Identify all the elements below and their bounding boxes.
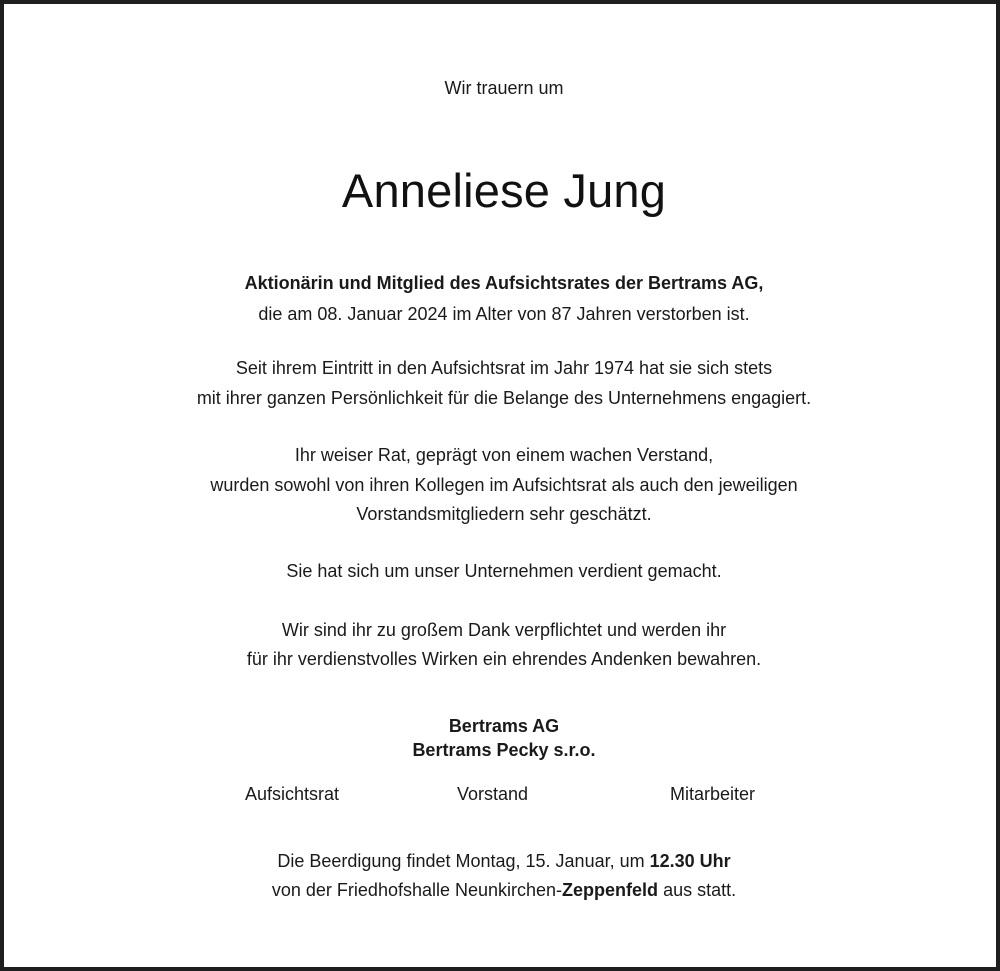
paragraph-1-line-1: Seit ihrem Eintritt in den Aufsichtsrat im Jahr 1974 hat sie sich stets xyxy=(235,358,773,378)
company-name-1: Bertrams AG xyxy=(448,716,560,736)
signatory-employees: Mitarbeiter xyxy=(670,784,756,804)
paragraph-4-line-1: Wir sind ihr zu großem Dank verpflichtet und werden ihr xyxy=(281,620,727,640)
funeral-line-1 xyxy=(4,850,1000,872)
funeral-line-2 xyxy=(4,879,1000,901)
paragraph-3: Sie hat sich um unser Unternehmen verdient gemacht. xyxy=(286,561,722,581)
funeral-location-place: Zeppenfeld xyxy=(562,880,659,900)
signatory-supervisory-board: Aufsichtsrat xyxy=(245,784,340,804)
company-name-2: Bertrams Pecky s.r.o. xyxy=(412,740,596,760)
paragraph-4-line-2: für ihr verdienstvolles Wirken ein ehrendes Andenken bewahren. xyxy=(246,649,762,669)
death-line: die am 08. Januar 2024 im Alter von 87 Jahren verstorben ist. xyxy=(258,304,750,324)
paragraph-1-line-2: mit ihrer ganzen Persönlichkeit für die Belange des Unternehmens engagiert. xyxy=(196,388,812,408)
paragraph-2-line-3: Vorstandsmitgliedern sehr geschätzt. xyxy=(356,504,652,524)
paragraph-2-line-1: Ihr weiser Rat, geprägt von einem wachen Verstand, xyxy=(294,445,714,465)
deceased-name: Anneliese Jung xyxy=(341,164,667,217)
signatory-executive-board: Vorstand xyxy=(457,784,529,804)
funeral-date-text: Die Beerdigung findet Montag, 15. Januar, um xyxy=(277,851,650,871)
funeral-location-text: von der Friedhofshalle Neunkirchen- xyxy=(271,880,563,900)
role-line: Aktionärin und Mitglied des Aufsichtsrates der Bertrams AG, xyxy=(244,273,764,293)
funeral-location-suffix: aus statt. xyxy=(658,880,737,900)
paragraph-2-line-2: wurden sowohl von ihren Kollegen im Aufsichtsrat als auch den jeweiligen xyxy=(210,475,798,495)
signatories-row xyxy=(4,783,1000,805)
intro-text: Wir trauern um xyxy=(444,78,564,98)
funeral-time: 12.30 Uhr xyxy=(649,851,731,871)
